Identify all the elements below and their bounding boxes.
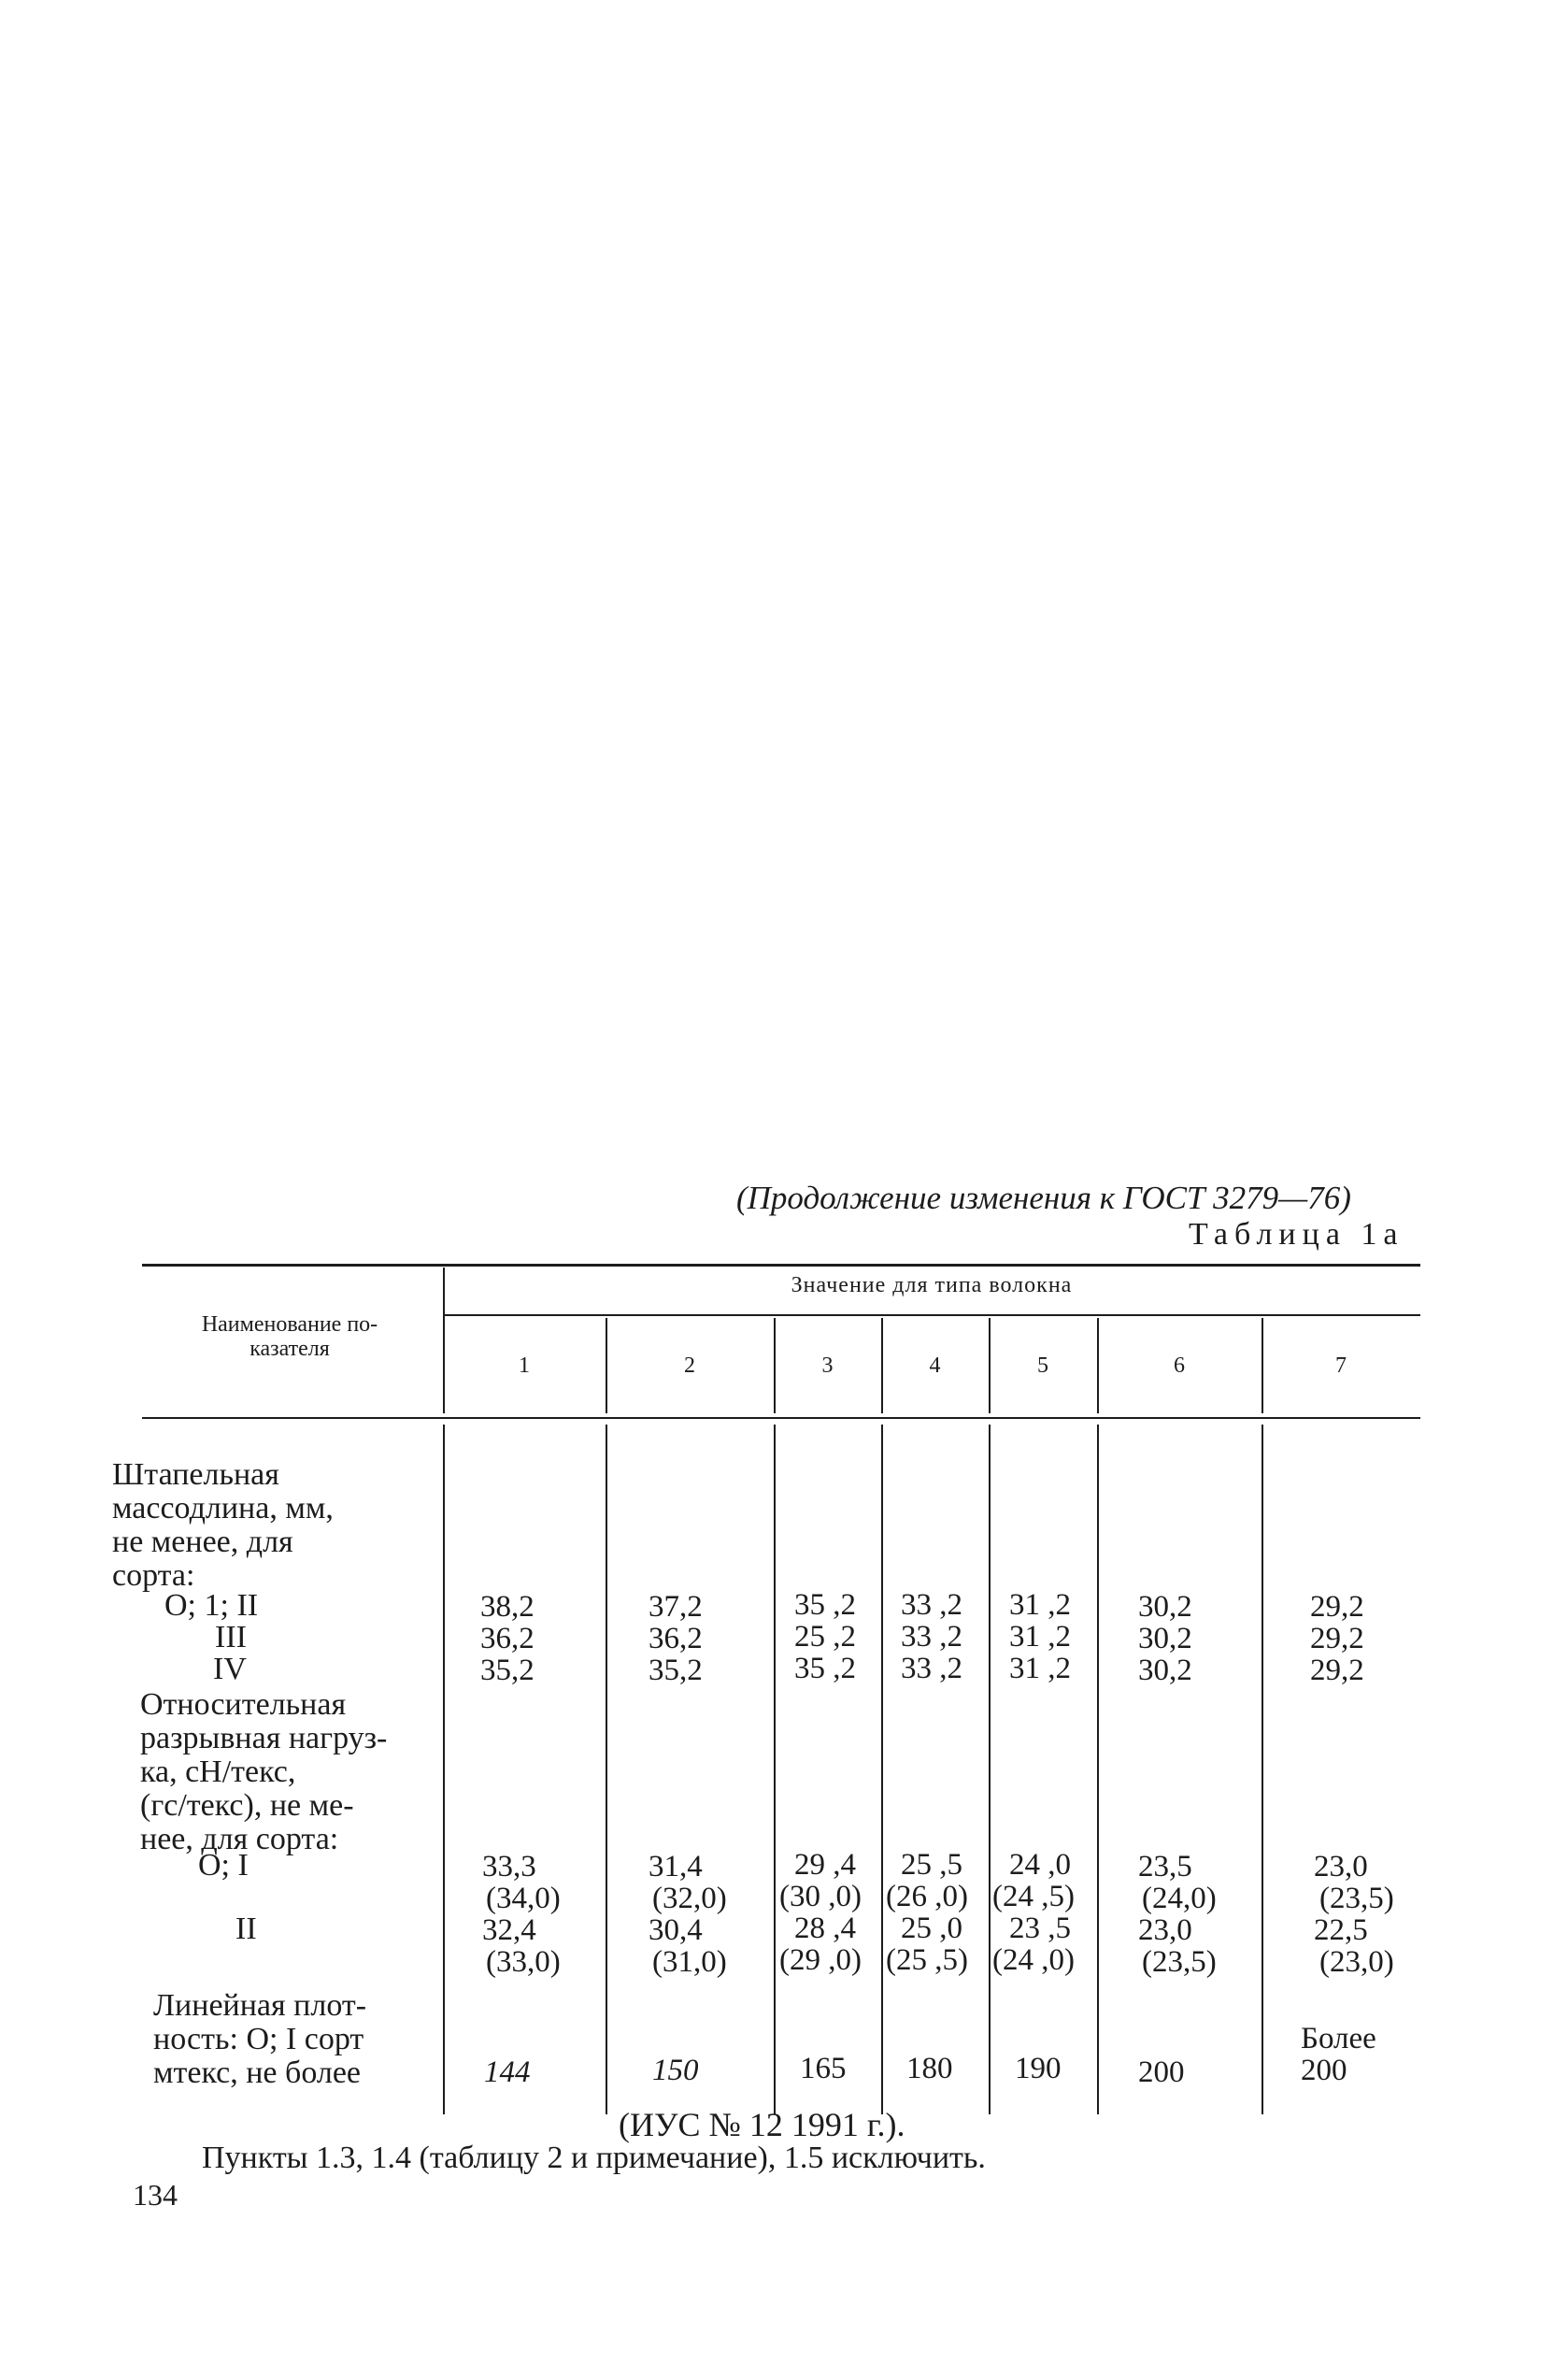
table-cell: 36,2 [480,1622,535,1655]
type-col-2: 2 [684,1353,695,1378]
table-cell: (26 ,0) [886,1880,968,1913]
table-cell: 31,4 [649,1850,703,1883]
table-cell: 30,4 [649,1913,703,1947]
type-col-4: 4 [929,1353,941,1378]
table-cell: 22,5 [1314,1913,1368,1947]
table-cell: 35 ,2 [794,1588,856,1622]
row-label: О; 1; II [164,1588,259,1623]
subheader-rule [443,1314,1420,1316]
body-col-divider [881,1425,883,2114]
table-cell: (23,5) [1142,1945,1217,1979]
table-cell: Более 200 [1301,2022,1376,2087]
table-cell: 36,2 [649,1622,703,1655]
table-cell: 35,2 [480,1654,535,1687]
body-col-divider [1097,1425,1099,2114]
table-label: Таблица 1а [1189,1217,1404,1252]
table-cell: 31 ,2 [1009,1620,1071,1654]
table-cell: (24 ,5) [992,1880,1075,1913]
table-cell: 35,2 [649,1654,703,1687]
table-cell: 29,2 [1310,1654,1364,1687]
table-cell: 25 ,5 [901,1848,962,1882]
table-cell: 190 [1015,2052,1062,2085]
table-cell: 200 [1138,2055,1185,2089]
header-bottom-rule [142,1417,1420,1419]
table-cell: 23,5 [1138,1850,1192,1883]
table-top-rule [142,1264,1420,1267]
body-col-divider [989,1425,991,2114]
table-cell: (33,0) [486,1945,561,1979]
table-cell: 144 [484,2055,531,2089]
table-cell: (23,0) [1319,1945,1394,1979]
table-cell: 33 ,2 [901,1652,962,1685]
type-col-5: 5 [1037,1353,1048,1378]
ius-note: (ИУС № 12 1991 г.). [619,2106,905,2143]
table-cell: (34,0) [486,1882,561,1915]
table-cell: (30 ,0) [779,1880,862,1913]
row-label: II [235,1912,257,1946]
table-cell: 31 ,2 [1009,1588,1071,1622]
table-cell: 25 ,0 [901,1912,962,1945]
table-cell: 38,2 [480,1590,535,1624]
table-cell: 29,2 [1310,1590,1364,1624]
table-cell: 25 ,2 [794,1620,856,1654]
table-cell: 23 ,5 [1009,1912,1071,1945]
table-cell: 31 ,2 [1009,1652,1071,1685]
table-cell: 35 ,2 [794,1652,856,1685]
table-cell: (32,0) [652,1882,727,1915]
page-number: 134 [133,2178,178,2212]
type-col-6: 6 [1174,1353,1185,1378]
table-cell: 180 [906,2052,953,2085]
table-cell: 150 [652,2054,699,2087]
body-col-divider [606,1425,607,2114]
table-cell: (24 ,0) [992,1943,1075,1977]
table-cell: 30,2 [1138,1654,1192,1687]
body-col-divider [774,1425,776,2114]
group-title-breaking-load: Относительная разрывная нагруз- ка, сН/текс, (гс/текс), не ме- нее, для сорта: [140,1687,388,1856]
table-cell: 30,2 [1138,1622,1192,1655]
table-cell: 29 ,4 [794,1848,856,1882]
table-cell: 33 ,2 [901,1588,962,1622]
table-cell: 29,2 [1310,1622,1364,1655]
row-label: III [215,1620,247,1654]
table-cell: (31,0) [652,1945,727,1979]
row-label: IV [213,1652,247,1686]
group-title-linear-density: Линейная плот- ность: О; I сорт мтекс, не более [153,1988,367,2090]
type-col-7: 7 [1335,1353,1347,1378]
table-cell: 33 ,2 [901,1620,962,1654]
table-cell: 23,0 [1138,1913,1192,1947]
table-cell: (29 ,0) [779,1943,862,1977]
table-cell: (23,5) [1319,1882,1394,1915]
table-cell: 37,2 [649,1590,703,1624]
table-cell: 165 [800,2052,847,2085]
table-cell: (24,0) [1142,1882,1217,1915]
row-label: О; I [198,1848,249,1883]
table-cell: 32,4 [482,1913,536,1947]
table-cell: 24 ,0 [1009,1848,1071,1882]
footnote: Пункты 1.3, 1.4 (таблицу 2 и примечание), 1.5 исключить. [202,2141,986,2175]
type-col-3: 3 [821,1353,834,1378]
header-values: Значение для типа волокна [791,1273,1073,1297]
group-title-staple-length: Штапельная массодлина, мм, не менее, для сорта: [112,1457,334,1593]
table-cell: 33,3 [482,1850,536,1883]
table-cell: 23,0 [1314,1850,1368,1883]
type-col-1: 1 [519,1353,530,1378]
body-col-divider [443,1425,445,2114]
header-indicator: Наименование по- казателя [201,1312,378,1361]
table-cell: 30,2 [1138,1590,1192,1624]
continuation-title: (Продолжение изменения к ГОСТ 3279—76) [736,1180,1351,1216]
table-cell: (25 ,5) [886,1943,968,1977]
body-col-divider [1262,1425,1263,2114]
table-cell: 28 ,4 [794,1912,856,1945]
